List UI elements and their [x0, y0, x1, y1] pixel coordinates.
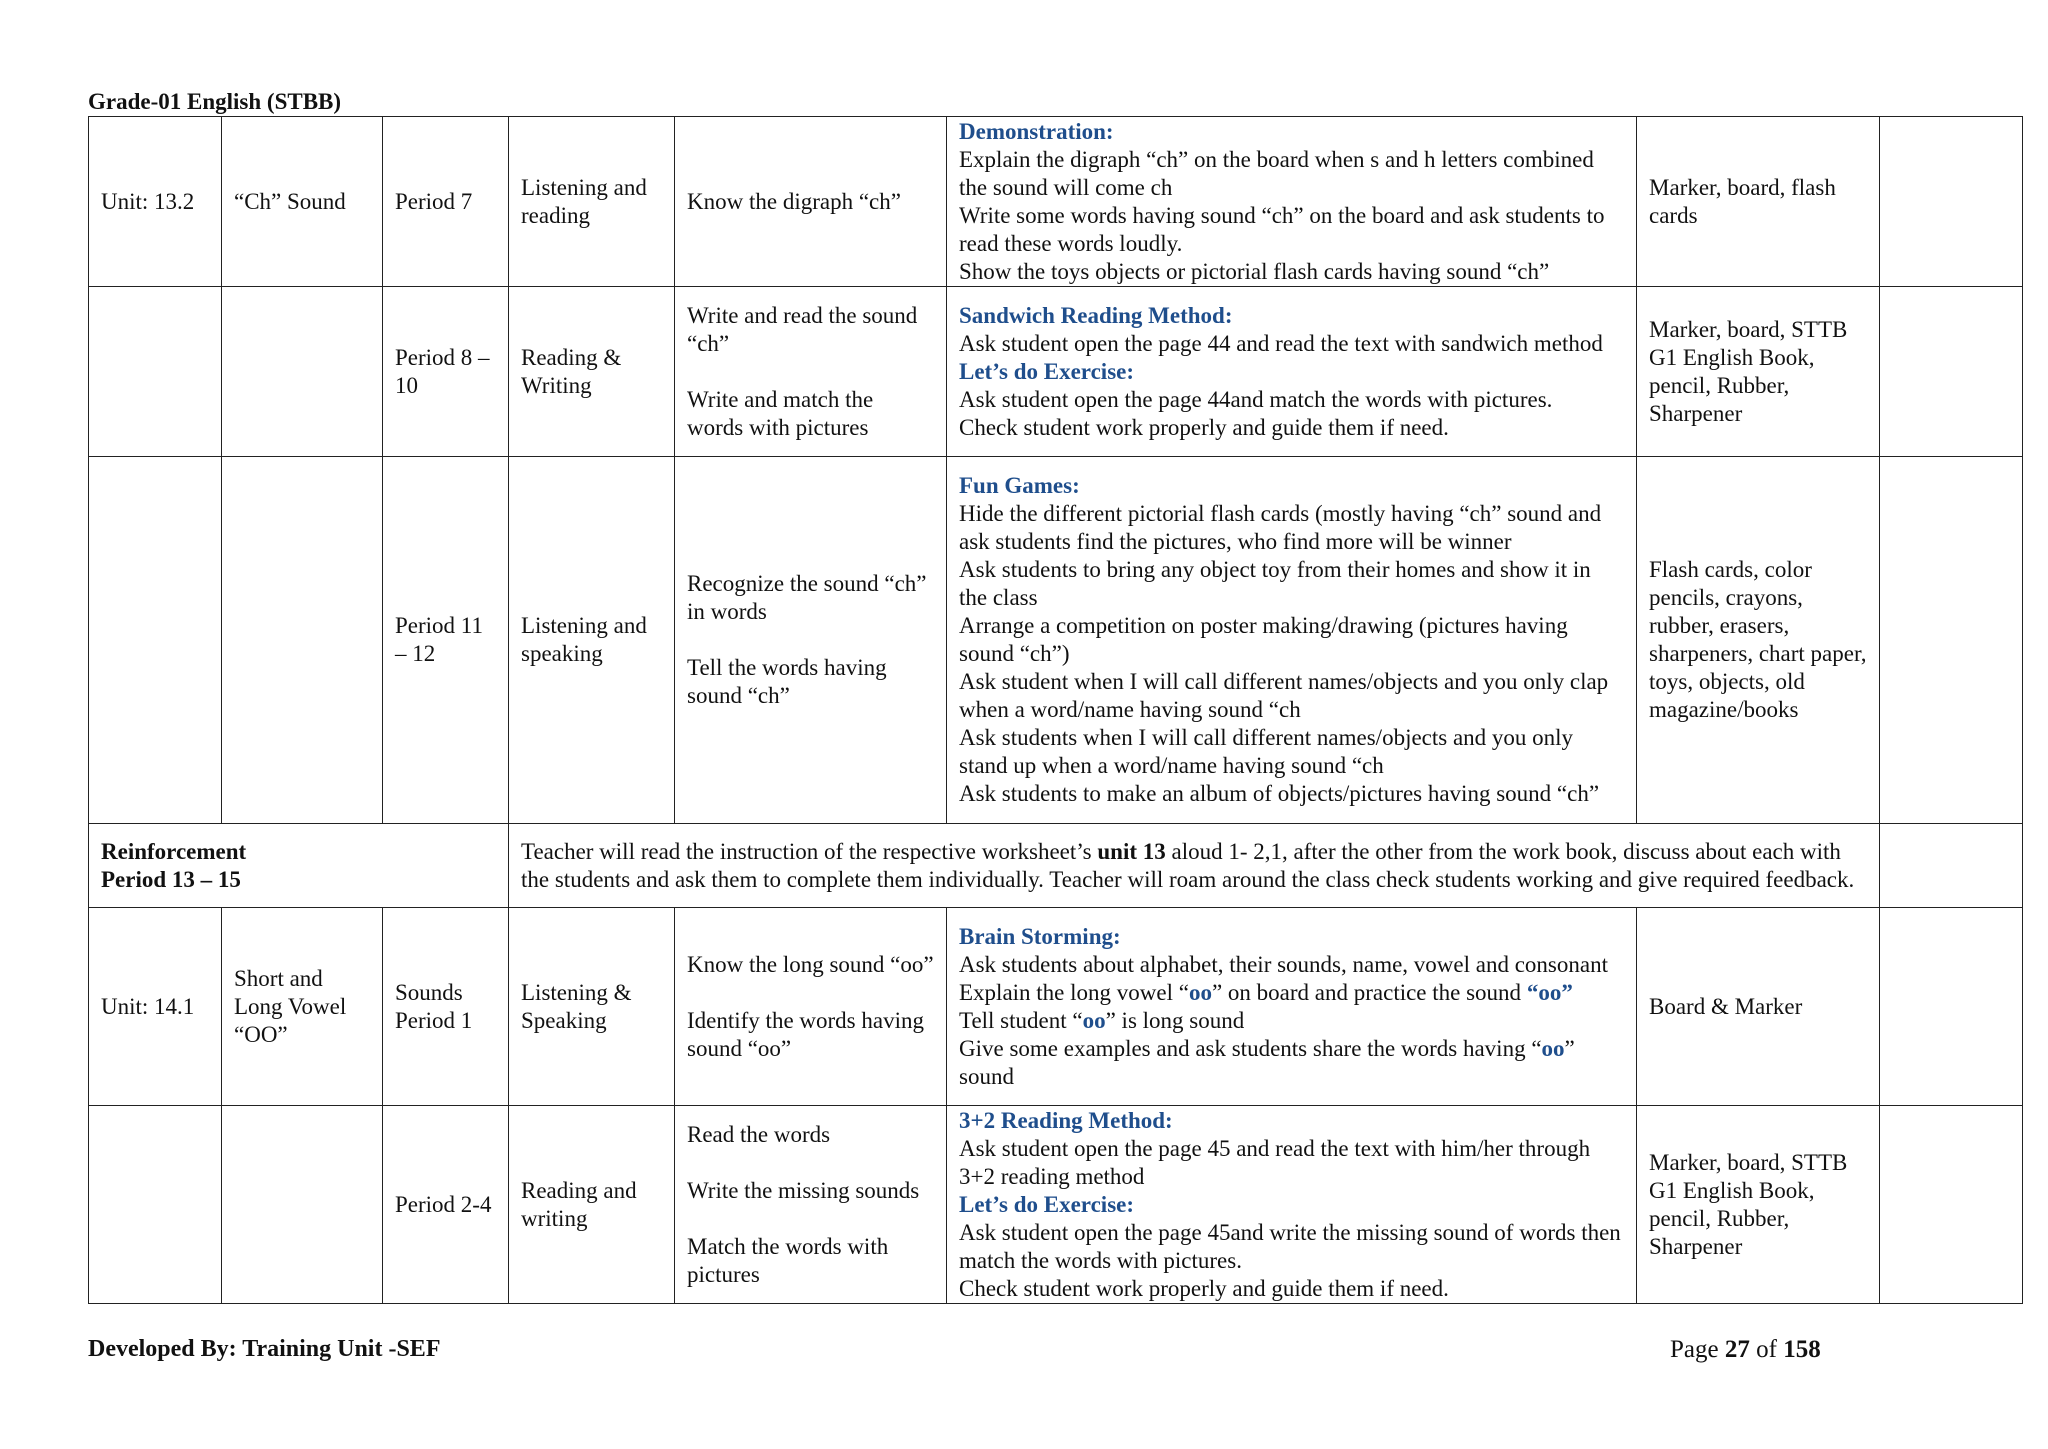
activity-cell	[947, 117, 1637, 287]
activity-line: Show the toys objects or pictorial flash cards having sound “ch”	[959, 258, 1550, 284]
skill-cell	[509, 908, 675, 1106]
table-row	[89, 117, 2023, 287]
skill-label: Listening and speaking	[521, 613, 647, 666]
slo-item: Write and read the sound “ch”	[687, 302, 918, 356]
footer-developed-by: Developed By: Training Unit -SEF	[88, 1336, 441, 1362]
activity-line: Ask student open the page 45and write the missing sound of words then match the words with pictures.	[959, 1219, 1621, 1273]
topic-cell	[222, 1106, 383, 1304]
resources-cell	[1637, 1106, 1880, 1304]
remarks-cell	[1880, 824, 2023, 908]
unit-cell	[89, 457, 222, 824]
slo-cell	[675, 1106, 947, 1304]
activity-line: Write some words having sound “ch” on the board and ask students to read these words loudly.	[959, 202, 1605, 256]
slo-item: Match the words with pictures	[687, 1233, 889, 1287]
reinforcement-period: Period 13 – 15	[101, 866, 241, 892]
slo-item: Write the missing sounds	[687, 1177, 920, 1203]
resources-cell	[1637, 287, 1880, 457]
activity-text: ” is long sound	[1105, 1007, 1245, 1033]
activity-cell	[947, 1106, 1637, 1304]
slo-item: Recognize the sound “ch” in words	[687, 571, 927, 624]
activity-line	[959, 979, 1624, 1007]
slo-item: Know the digraph “ch”	[687, 188, 901, 214]
slo-item: Write and match the words with pictures	[687, 386, 874, 440]
activity-line: Ask students when I will call different names/objects and you only stand up when a word/name having sound “ch	[959, 725, 1574, 778]
activity-line: Explain the digraph “ch” on the board when s and h letters combined the sound will come ch	[959, 146, 1594, 200]
unit-label: Unit: 14.1	[101, 993, 195, 1019]
slo-item: Identify the words having sound “oo”	[687, 1007, 924, 1061]
activity-line: Arrange a competition on poster making/drawing (pictures having sound “ch”)	[959, 613, 1568, 666]
resources-label: Marker, board, STTB G1 English Book, pencil, Rubber, Sharpener	[1649, 1149, 1848, 1259]
slo-cell	[675, 287, 947, 457]
skill-label: Reading & Writing	[521, 344, 622, 398]
activity-cell	[947, 287, 1637, 457]
reinforcement-text-cell	[509, 824, 1880, 908]
activity-line: Check student work properly and guide them if need.	[959, 1275, 1449, 1301]
topic-cell	[222, 457, 383, 824]
page-number	[1670, 1336, 1821, 1364]
activity-cell	[947, 457, 1637, 824]
activity-heading: 3+2 Reading Method:	[959, 1107, 1173, 1133]
reinforcement-unit: unit 13	[1097, 838, 1166, 864]
remarks-cell	[1880, 287, 2023, 457]
skill-cell	[509, 117, 675, 287]
activity-heading: Demonstration:	[959, 118, 1114, 144]
unit-cell	[89, 117, 222, 287]
topic-label: Short and Long Vowel “OO”	[234, 965, 347, 1047]
unit-cell	[89, 908, 222, 1106]
table-row	[89, 287, 2023, 457]
activity-line: Ask student open the page 45 and read the text with him/her through 3+2 reading method	[959, 1135, 1591, 1189]
topic-cell	[222, 117, 383, 287]
period-label: Period 8 – 10	[395, 344, 490, 398]
slo-cell	[675, 908, 947, 1106]
activity-line	[959, 1035, 1624, 1091]
slo-item: Read the words	[687, 1121, 831, 1147]
page-total: 158	[1783, 1336, 1821, 1363]
period-cell	[383, 457, 509, 824]
slo-item: Know the long sound “oo”	[687, 951, 934, 977]
activity-text: ” sound	[959, 1035, 1575, 1089]
reinforcement-text: Teacher will read the instruction of the respective worksheet’s	[521, 838, 1098, 864]
period-label: Period 2-4	[395, 1191, 492, 1217]
unit-cell	[89, 1106, 222, 1304]
activity-line: Ask student when I will call different names/objects and you only clap when a word/name having sound “ch	[959, 669, 1609, 722]
resources-label: Flash cards, color pencils, crayons, rubber, erasers, sharpeners, chart paper, toys, objects, old magazine/books	[1649, 557, 1867, 722]
page-current: 27	[1724, 1336, 1750, 1363]
page-prefix: Page	[1670, 1336, 1725, 1363]
activity-heading: Let’s do Exercise:	[959, 358, 1135, 384]
activity-line	[959, 1007, 1624, 1035]
activity-line: Ask students about alphabet, their sounds, name, vowel and consonant	[959, 951, 1608, 977]
slo-cell	[675, 457, 947, 824]
skill-cell	[509, 457, 675, 824]
remarks-cell	[1880, 457, 2023, 824]
page-title: Grade-01 English (STBB)	[88, 89, 342, 114]
slo-item: Tell the words having sound “ch”	[687, 655, 887, 708]
activity-text: Tell student “	[959, 1007, 1083, 1033]
slo-cell	[675, 117, 947, 287]
topic-cell	[222, 287, 383, 457]
topic-label: “Ch” Sound	[234, 188, 346, 214]
activity-heading: Brain Storming:	[959, 923, 1121, 949]
reinforcement-text: aloud 1- 2,1, after the other from the work book, discuss about each with the students and ask them to complete them individually. Teacher will roam around the class check students working and give required feedback.	[521, 838, 1855, 892]
remarks-cell	[1880, 1106, 2023, 1304]
skill-label: Listening & Speaking	[521, 979, 632, 1033]
resources-label: Board & Marker	[1649, 993, 1803, 1019]
topic-cell	[222, 908, 383, 1106]
activity-cell	[947, 908, 1637, 1106]
activity-line: Ask student open the page 44 and read the text with sandwich method	[959, 330, 1603, 356]
activity-line: Hide the different pictorial flash cards (mostly having “ch” sound and ask students find the pictures, who find more will be winner	[959, 501, 1602, 554]
reinforcement-label-cell	[89, 824, 509, 908]
reinforcement-label: Reinforcement	[101, 838, 247, 864]
activity-line: Ask student open the page 44and match the words with pictures.	[959, 386, 1553, 412]
page-of: of	[1749, 1336, 1784, 1363]
period-label: Period 7	[395, 188, 473, 214]
resources-cell	[1637, 117, 1880, 287]
period-cell	[383, 1106, 509, 1304]
highlight-sound: oo	[1188, 979, 1212, 1005]
activity-line: Ask students to make an album of objects/pictures having sound “ch”	[959, 781, 1600, 806]
highlight-sound: oo	[1541, 1035, 1565, 1061]
period-cell	[383, 117, 509, 287]
skill-cell	[509, 1106, 675, 1304]
resources-label: Marker, board, flash cards	[1649, 174, 1836, 228]
table-row	[89, 1106, 2023, 1304]
skill-label: Reading and writing	[521, 1177, 637, 1231]
remarks-cell	[1880, 117, 2023, 287]
activity-heading: Sandwich Reading Method:	[959, 302, 1233, 328]
reinforcement-row	[89, 824, 2023, 908]
resources-cell	[1637, 457, 1880, 824]
unit-label: Unit: 13.2	[101, 188, 195, 214]
highlight-sound: “oo”	[1526, 979, 1573, 1005]
activity-text: ” on board and practice the sound	[1211, 979, 1527, 1005]
activity-heading: Fun Games:	[959, 473, 1080, 498]
activity-line: Check student work properly and guide them if need.	[959, 414, 1449, 440]
table-row	[89, 908, 2023, 1106]
unit-cell	[89, 287, 222, 457]
period-label: Period 11 – 12	[395, 613, 483, 666]
remarks-cell	[1880, 908, 2023, 1106]
skill-cell	[509, 287, 675, 457]
skill-label: Listening and reading	[521, 174, 647, 228]
resources-cell	[1637, 908, 1880, 1106]
activity-text: Give some examples and ask students share the words having “	[959, 1035, 1542, 1061]
activity-line: Ask students to bring any object toy from their homes and show it in the class	[959, 557, 1591, 610]
highlight-sound: oo	[1082, 1007, 1106, 1033]
activity-text: Explain the long vowel “	[959, 979, 1189, 1005]
lesson-plan-table	[88, 116, 2023, 1304]
period-label: Sounds Period 1	[395, 979, 473, 1033]
period-cell	[383, 287, 509, 457]
period-cell	[383, 908, 509, 1106]
table-row	[89, 457, 2023, 824]
resources-label: Marker, board, STTB G1 English Book, pencil, Rubber, Sharpener	[1649, 316, 1848, 426]
activity-heading: Let’s do Exercise:	[959, 1191, 1135, 1217]
